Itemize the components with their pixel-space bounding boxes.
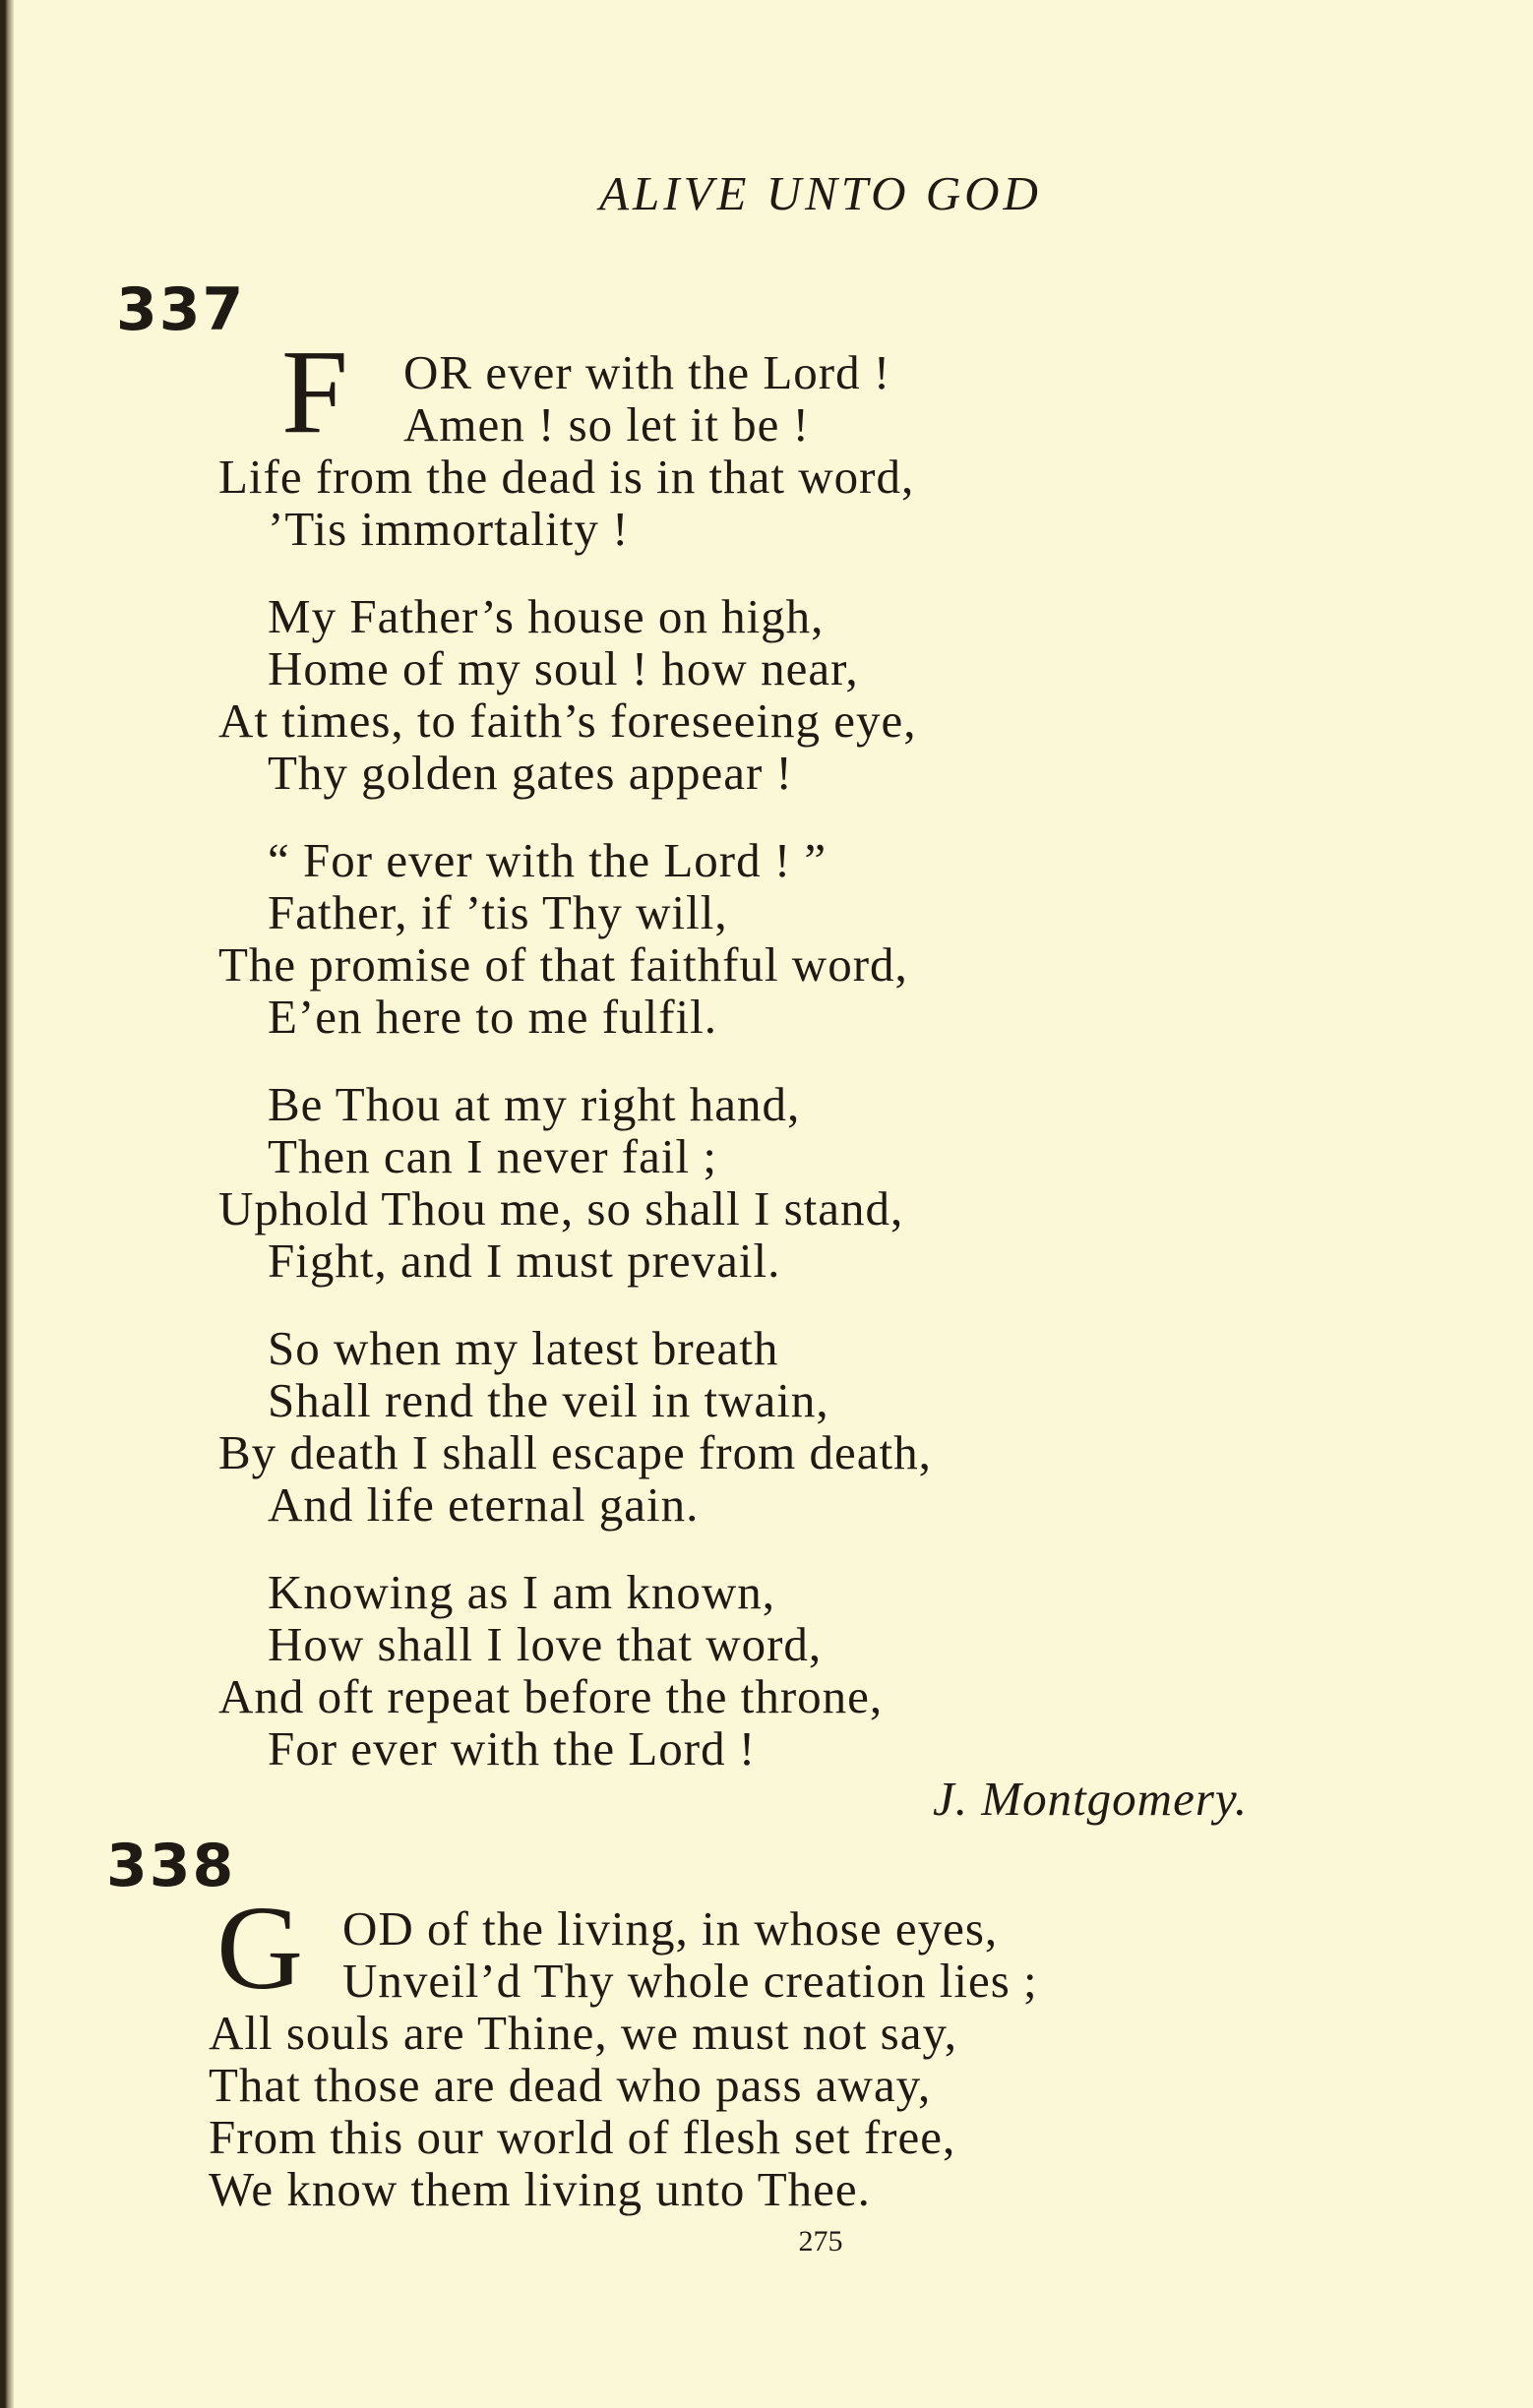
verse-line: OR ever with the Lord ! <box>403 345 891 399</box>
verse-line: That those are dead who pass away, <box>209 2058 932 2112</box>
verse-line: For ever with the Lord ! <box>268 1721 757 1776</box>
verse-line: The promise of that faithful word, <box>218 937 908 992</box>
verse-line: All souls are Thine, we must not say, <box>209 2006 958 2060</box>
verse-line: Unveil’d Thy whole creation lies ; <box>342 1954 1038 2008</box>
verse-line: ’Tis immortality ! <box>268 502 630 556</box>
verse-line: At times, to faith’s foreseeing eye, <box>218 693 917 748</box>
verse-line: OD of the living, in whose eyes, <box>342 1901 999 1956</box>
hymn-author: J. Montgomery. <box>933 1772 1249 1826</box>
verse-line: Knowing as I am known, <box>268 1565 776 1619</box>
running-head: ALIVE UNTO GOD <box>599 166 1042 220</box>
page-number: 275 <box>798 2225 843 2258</box>
verse-line: Father, if ’tis Thy will, <box>268 885 728 939</box>
verse-line: Then can I never fail ; <box>268 1129 717 1183</box>
verse-line: Fight, and I must prevail. <box>268 1234 781 1288</box>
verse-line: Thy golden gates appear ! <box>268 746 793 800</box>
verse-line: Life from the dead is in that word, <box>218 450 915 504</box>
verse-line: We know them living unto Thee. <box>209 2162 871 2216</box>
page-binding-edge <box>0 0 14 2408</box>
verse-line: “ For ever with the Lord ! ” <box>268 833 828 887</box>
drop-cap: G <box>216 1882 304 2015</box>
verse-line: Amen ! so let it be ! <box>403 397 810 452</box>
verse-line: Home of my soul ! how near, <box>268 641 859 695</box>
verse-line: Shall rend the veil in twain, <box>268 1373 829 1427</box>
drop-cap: F <box>281 326 348 458</box>
verse-line: Be Thou at my right hand, <box>268 1077 801 1131</box>
verse-line: By death I shall escape from death, <box>218 1425 932 1479</box>
verse-line: How shall I love that word, <box>268 1617 823 1671</box>
verse-line: From this our world of flesh set free, <box>209 2110 956 2164</box>
verse-line: So when my latest breath <box>268 1321 779 1375</box>
verse-line: And oft repeat before the throne, <box>218 1669 884 1723</box>
verse-line: E’en here to me fulfil. <box>268 990 718 1044</box>
verse-line: My Father’s house on high, <box>268 589 825 643</box>
hymn-number: 337 <box>116 275 246 344</box>
verse-line: Uphold Thou me, so shall I stand, <box>218 1181 904 1235</box>
verse-line: And life eternal gain. <box>268 1477 700 1532</box>
hymn-number: 338 <box>106 1832 236 1900</box>
